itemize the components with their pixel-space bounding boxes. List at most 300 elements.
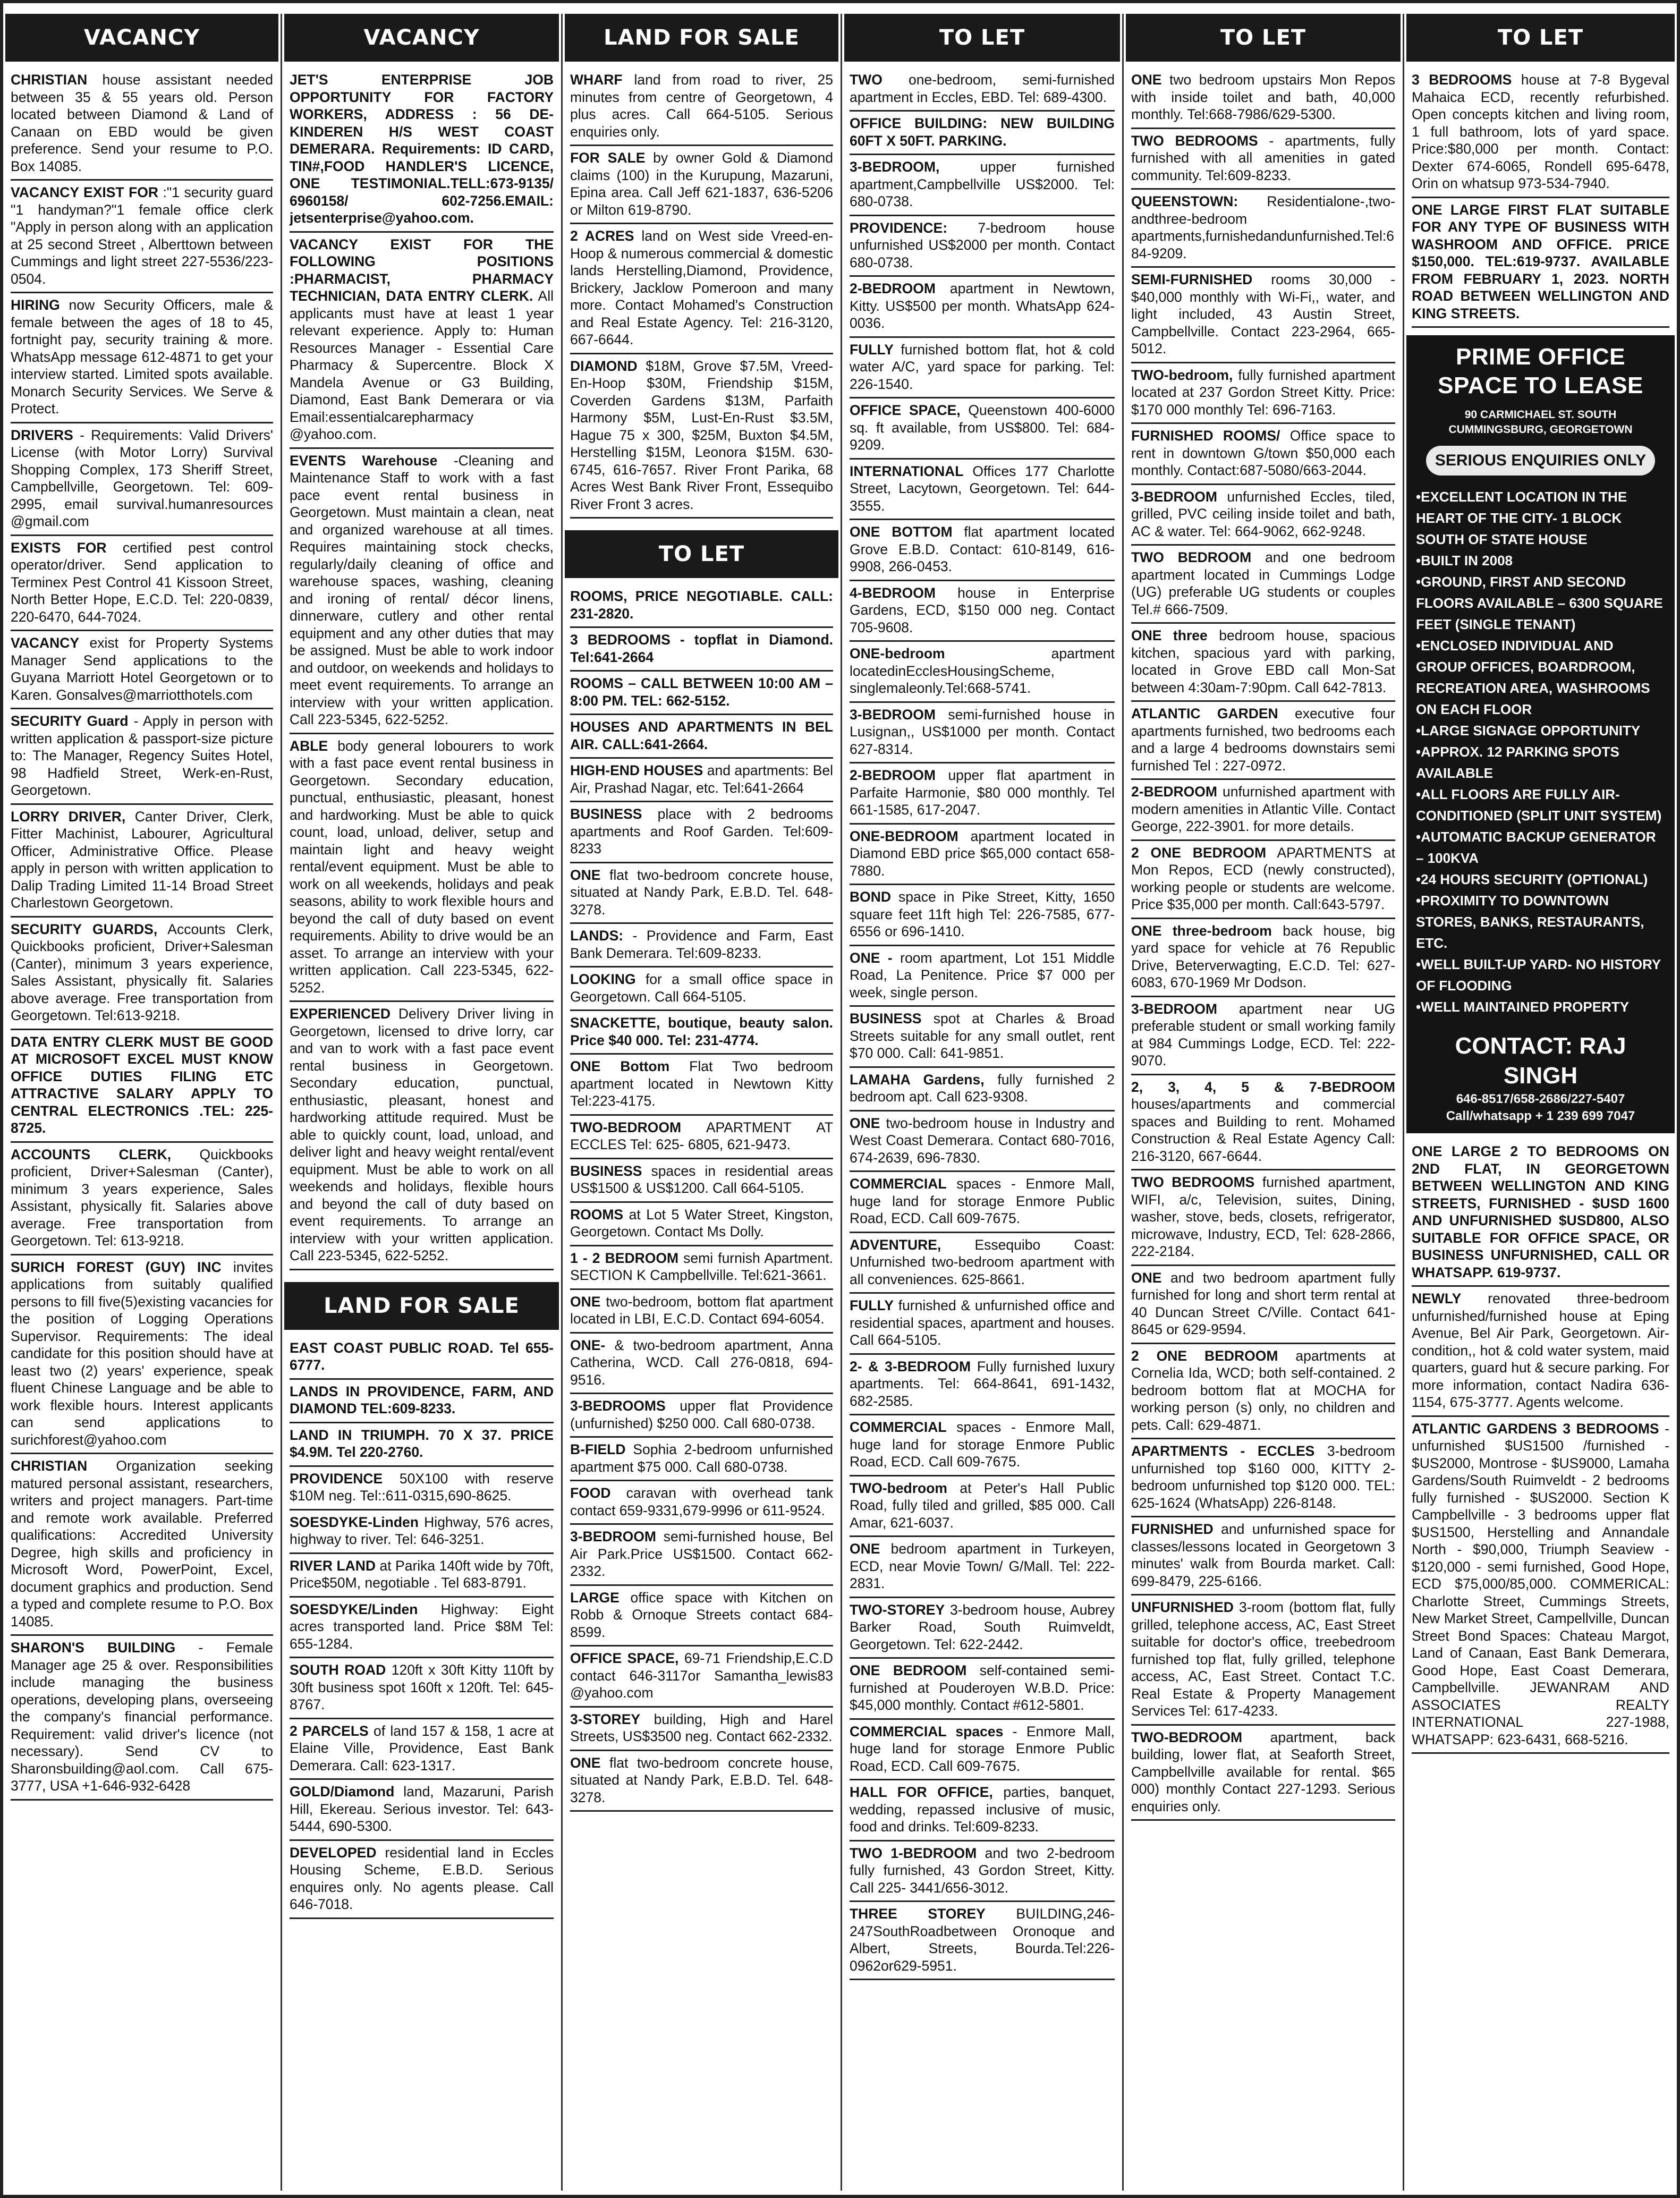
classified-ad (290, 1841, 554, 1919)
ad-lead: SECURITY Guard (11, 713, 129, 729)
ad-lead: PROVIDENCE: (850, 219, 948, 236)
ad-text: fully furnished 2 bedroom apt. Call 623-9308. (850, 1071, 1115, 1105)
ad-lead: 3-BEDROOM (570, 1529, 656, 1544)
classified-ad (11, 805, 273, 918)
ad-text: flat two-bedroom concrete house, situated at Nandy Park, E.B.D. Tel. 648-3278. (570, 1754, 833, 1805)
classified-ad (570, 354, 833, 519)
classified-ad (850, 1841, 1115, 1903)
ad-text: - Apply in person with written application & passport-size picture to: The Manager, Regency Suites Hotel, 98 Hadfield Street, Werk-en-Rust, Georgetown. (11, 713, 273, 798)
ad-lead: BOND (850, 889, 892, 905)
ad-text: and two 2-bedroom fully furnished, 43 Gordon Street, Kitty. Call 225- 3441/656-3012. (850, 1845, 1115, 1896)
ad-lead: HALL FOR OFFICE, (850, 1784, 993, 1800)
ad-lead: ROOMS – CALL BETWEEN 10:00 AM – 8:00 PM. TEL: 662-5152. (570, 675, 833, 709)
ad-text: building, High and Harel Streets, US$3500 neg. Contact 662-2332. (570, 1711, 833, 1744)
ad-lead: 3 BEDROOMS - topflat in Diamond. Tel:641-2664 (570, 632, 833, 665)
classified-ad (1412, 1140, 1669, 1287)
classified-ad (850, 703, 1115, 764)
ad-lead: NEWLY (1412, 1291, 1462, 1306)
feature-item: •ENCLOSED INDIVIDUAL AND GROUP OFFICES, BOARDROOM, RECREATION AREA, WASHROOMS ON EACH FLOOR (1416, 638, 1650, 717)
ad-text: fully furnished apartment located at 237 Gordon Street Kitty. Price: $170 000 monthly Tel: 696-7163. (1131, 367, 1395, 418)
ad-lead: 2-BEDROOM (1131, 784, 1217, 800)
classified-ad (570, 1334, 833, 1395)
classified-ad (570, 1481, 833, 1525)
ad-text: office space with Kitchen on Robb & Ornoque Streets contact 684-8599. (570, 1589, 833, 1640)
ad-lead: GOLD/Diamond (290, 1784, 395, 1800)
ad-text: upper flat apartment in Parfaite Harmonie, $80 000 monthly. Tel 661-1585, 617-2047. (850, 767, 1115, 818)
ad-text: self-contained semi-furnished at Pouderoyen W.B.D. Price: $45,000 monthly. Contact #612-5801. (850, 1662, 1115, 1713)
ad-lead: TWO-BEDROOM (1131, 1729, 1243, 1745)
ad-lead: ONE - (850, 949, 893, 966)
ad-text: Organization seeking matured personal assistant, researchers, writers and project managers. Part-time and remote work available. Preferred qualifications: Accredited University Degree, high skills and proficiency in Microsoft Word, PowerPoint, Excel, document graphics and production. Send a typed and complete resume to P.O. Box 14085. (11, 1458, 273, 1630)
ad-lead: SOESDYKE-Linden (290, 1514, 419, 1530)
ad-text: space in Pike Street, Kitty, 1650 square feet 11ft high Tel: 226-7585, 677-6556 or 696-1410. (850, 889, 1115, 939)
ad-text: - Enmore Mall, huge land for storage Enmore Public Road, ECD. Call 609-7675. (850, 1723, 1115, 1774)
ad-text: room apartment, Lot 151 Middle Road, La Penitence. Price $7 000 per week, single person. (850, 949, 1115, 1000)
classified-ad (570, 924, 833, 968)
ad-lead: WHARF (570, 72, 623, 88)
classified-ad (570, 863, 833, 924)
ad-text: rooms 30,000 - $40,000 monthly with Wi-Fi,, water, and light included, 43 Austin Street, Campbellville. Contact 223-2964, 665-5012. (1131, 271, 1395, 357)
ads-list (282, 68, 561, 1270)
classified-ad (290, 233, 554, 449)
ad-lead: ONE (850, 1115, 880, 1131)
ad-text: spaces - Enmore Mall, huge land for storage Enmore Public Road, ECD. Call 609-7675. (850, 1419, 1115, 1470)
ad-text: residential land in Eccles Housing Scheme, E.B.D. Serious enquires only. No agents please. Call 646-7018. (290, 1844, 554, 1912)
prime-office-ad (1406, 335, 1675, 1133)
classified-ad (1131, 485, 1395, 546)
ad-lead: ADVENTURE, (850, 1236, 941, 1253)
classified-ad (1131, 780, 1395, 841)
classified-ad (1412, 1417, 1669, 1754)
classified-ad (850, 1355, 1115, 1416)
classified-ad (570, 1394, 833, 1438)
classified-ad (290, 1336, 554, 1380)
ad-lead: HOUSES AND APARTMENTS IN BEL AIR. CALL:641-2664. (570, 719, 833, 752)
contact-name: CONTACT: RAJ SINGH (1455, 1033, 1626, 1089)
classified-ad (1131, 1170, 1395, 1266)
ad-lead: 2- & 3-BEDROOM (850, 1358, 971, 1374)
ad-text: certified pest control operator/driver. Send application to Terminex Pest Control 41 Kissoon Street, North Better Hope, E.C.D. Tel: 220-0839, 220-6470, 644-7024. (11, 539, 273, 625)
classified-ad (1131, 1266, 1395, 1344)
ad-lead: FURNISHED (1131, 1521, 1214, 1537)
classified-ad (11, 1454, 273, 1636)
ad-lead: ONE (570, 1293, 601, 1310)
ad-text: land, Mazaruni, Parish Hill, Ekereau. Serious investor. Tel: 643-5444, 690-5300. (290, 1784, 554, 1834)
ad-text: two-bedroom, bottom flat apartment located in LBI, E.C.D. Contact 694-6054. (570, 1293, 833, 1327)
ad-lead: TWO-bedroom, (1131, 367, 1233, 383)
classified-ad (11, 709, 273, 805)
classified-ad (570, 628, 833, 672)
ad-lead: ONE- (570, 1337, 606, 1353)
column-land-for-sale (563, 14, 841, 2191)
ad-lead: 3-BEDROOM (1131, 1000, 1217, 1017)
ad-text: apartments at Cornelia Ida, WCD; both self-contained. 2 bedroom bottom flat at MOCHA for working person (s) only, no children and pets. Call: 629-4871. (1131, 1347, 1396, 1433)
ad-lead: BUSINESS (850, 1011, 922, 1026)
classified-ad (850, 68, 1115, 112)
ad-lead: 3-BEDROOMS (570, 1398, 666, 1414)
classified-ad (570, 1586, 833, 1647)
ad-lead: 2 PARCELS (290, 1722, 369, 1739)
column-to-let-2 (1124, 14, 1403, 2191)
ad-lead: CHRISTIAN (11, 1458, 88, 1474)
section-header: VACANCY (5, 14, 278, 62)
ad-lead: EAST COAST PUBLIC ROAD. Tel 655-6777. (290, 1339, 554, 1373)
classified-ad (850, 277, 1115, 338)
ad-lead: UNFURNISHED (1131, 1599, 1234, 1615)
ad-lead: TWO-bedroom (850, 1480, 947, 1496)
ad-text: unfurnished apartment with modern amenities in Atlantic Ville. Contact George, 222-3901. for more details. (1131, 784, 1395, 834)
ad-lead: ONE (570, 867, 601, 883)
classified-ad (570, 1525, 833, 1586)
ad-text: and unfurnished space for classes/lessons located in Georgetown 3 minutes' walk from Bourda market. Call: 699-8479, 225-6166. (1131, 1521, 1395, 1589)
ad-lead: ONE three-bedroom (1131, 922, 1272, 939)
ad-text: caravan with overhead tank contact 659-9331,679-9996 or 611-9524. (570, 1485, 833, 1518)
classified-ad (290, 1380, 554, 1423)
ad-lead: 2 ONE BEDROOM (1131, 1347, 1278, 1364)
feature-item: •GROUND, FIRST AND SECOND FLOORS AVAILABLE – 6300 SQUARE FEET (SINGLE TENANT) (1416, 574, 1663, 632)
classified-ad (1131, 1726, 1395, 1821)
classified-ad (850, 946, 1115, 1007)
ad-lead: INTERNATIONAL (850, 463, 964, 479)
feature-item: •24 HOURS SECURITY (OPTIONAL) (1416, 871, 1648, 887)
ad-text: - apartments, fully furnished with all amenities in gated community. Tel:609-8233. (1131, 132, 1395, 183)
ad-text: two-bedroom house in Industry and West Coast Demerara. Contact 680-7016, 674-2639, 696-7830. (850, 1115, 1115, 1166)
classified-ad (850, 1233, 1115, 1294)
ad-lead: THREE STOREY (850, 1906, 986, 1922)
ad-text: - Requirements: Valid Drivers' License (with Motor Lorry) Survival Shopping Complex, 173 Sheriff Street, Campbellville, Georgetown. Tel: 609-2995, email survival.humanresources @gmail.com (11, 427, 273, 529)
ad-lead: LARGE (570, 1589, 620, 1606)
ad-lead: EXISTS FOR (11, 539, 107, 556)
ad-text: back house, big yard space for vehicle at 76 Republic Drive, Beterverwagting, E.C.D. Tel: 627-6083, 670-1969 Mr Dodson. (1131, 922, 1395, 990)
classified-ad (1131, 841, 1395, 919)
classified-ad (11, 181, 273, 293)
ad-text: Essequibo Coast: Unfurnished two-bedroom apartment with all conveniences. 625-8661. (850, 1236, 1115, 1287)
ad-text: Highway, 576 acres, highway to river. Tel: 646-3251. (290, 1514, 554, 1547)
classified-ad (11, 423, 273, 536)
ad-text: - unfurnished $US1500 /furnished - $US2000, Montrose - $US9000, Lamaha Gardens/South Ruimveldt - 2 bedrooms fully furnished - $US2000. Section K Campbellville - 3 bedrooms upper flat $US1500, Herstelling and Annandale North - $90,000, Triumph Seaview - $120,000 - semi furnished, Good Hope, ECD $75,000/85,000. COMMERICAL: Charlotte Street, Cummings Streets, New Market Street, Campellville, Duncan Street Bond Spaces: Chateau Margot, Land of Canaan, East Bank Demerara, Good Hope, East Coast Demerara, Campbellville. JEWANRAM AND ASSOCIATES REALTY INTERNATIONAL 227-1988, WHATSAPP: 623-6431, 668-5216. (1412, 1420, 1669, 1747)
ad-lead: OFFICE BUILDING: NEW BUILDING 60FT X 50FT. PARKING. (850, 115, 1115, 149)
ad-lead: ONE Bottom (570, 1058, 670, 1074)
classified-ad (850, 1476, 1115, 1538)
classified-ad (290, 1554, 554, 1598)
ad-lead: 3-BEDROOM (1131, 488, 1217, 505)
classified-ad (850, 642, 1115, 703)
classified-ad (850, 1537, 1115, 1598)
ad-text: and one bedroom apartment located in Cummings Lodge (UG) preferable UG students or couples Tel.# 666-7509. (1131, 549, 1396, 617)
ad-text: semi furnish Apartment. SECTION K Campbellville. Tel:621-3661. (570, 1250, 834, 1283)
ad-lead: SOUTH ROAD (290, 1662, 386, 1678)
classified-ad (290, 449, 554, 734)
ad-text: spot at Charles & Broad Streets suitable for any small outlet, rent $70 000. Call: 641-9851. (850, 1011, 1115, 1061)
ad-lead: SEMI-FURNISHED (1131, 271, 1253, 287)
column-vacancy-1 (3, 14, 281, 2191)
ad-text: house at 7-8 Bygeval Mahaica ECD, recently refurbished. Open concepts kitchen and living room, 1 full bathroom, lots of yard space. Price:$80,000 per month. Contact: Dexter 674-6065, Rondell 695-6478, Orin on whatsup 973-534-7940. (1412, 72, 1669, 191)
ad-text: unfurnished Eccles, tiled, grilled, PVC ceiling inside toilet and bath, AC & water. Tel: 664-9062, 662-9248. (1131, 488, 1395, 539)
ad-lead: 3-BEDROOM, (850, 159, 940, 175)
ad-lead: ABLE (290, 737, 328, 754)
ad-lead: BUSINESS (570, 806, 642, 822)
ad-text: flat apartment located Grove E.B.D. Contact: 610-8149, 616-9908, 266-0453. (850, 524, 1115, 574)
column-to-let-1 (842, 14, 1122, 2191)
ad-text: place with 2 bedrooms apartments and Roof Garden. Tel:609-8233 (570, 806, 833, 856)
ad-lead: TWO 1-BEDROOM (850, 1845, 977, 1861)
ad-text: 3-bedroom house, Aubrey Barker Road, South Ruimveldt, Georgetown. Tel: 622-2442. (850, 1601, 1115, 1652)
classified-ad (11, 1030, 273, 1143)
ad-text: furnished bottom flat, hot & cold water A/C, yard space for parking. Tel: 226-1540. (850, 341, 1115, 392)
ad-lead: HIRING (11, 297, 60, 313)
ad-lead: TWO BEDROOMS (1131, 132, 1258, 149)
ad-text: land on West side Vreed-en-Hoop & numerous commercial & domestic lands Herstelling,Diamond, Providence, Brickery, Jacklow Pomeroon and many more. Contact Mohamed's Construction and Real Estate Agency. Tel: 216-3120, 667-6644. (570, 228, 833, 347)
ad-lead: TWO (850, 72, 883, 88)
ad-text: semi-furnished house, Bel Air Park.Price US$1500. Contact 662-2332. (570, 1529, 833, 1579)
ad-lead: VACANCY EXIST FOR THE FOLLOWING POSITIONS :PHARMACIST, PHARMACY TECHNICIAN, DATA ENTRY CLERK. (290, 236, 554, 304)
contact-phones: 646-8517/658-2686/227-5407 (1456, 1092, 1625, 1106)
ad-lead: 2-BEDROOM (850, 767, 936, 783)
ad-text: 3-bedroom unfurnished top $160 000, KITTY 2-bedroom unfurnished top $120 000. TEL: 625-1624 (WhatsApp) 226-8148. (1131, 1443, 1395, 1511)
classified-ad (290, 1467, 554, 1510)
ad-text: for a small office space in Georgetown. Call 664-5105. (570, 971, 833, 1005)
ad-lead: TWO BEDROOMS (1131, 1174, 1255, 1190)
ad-text: one-bedroom, semi-furnished apartment in Eccles, EBD. Tel: 689-4300. (850, 72, 1115, 105)
ad-lead: EVENTS Warehouse (290, 452, 438, 469)
ad-lead: LANDS IN PROVIDENCE, FARM, AND DIAMOND TEL:609-8233. (290, 1383, 554, 1416)
classified-ad (570, 1438, 833, 1481)
ad-text: 7-bedroom house unfurnished US$2000 per month. Contact 680-0738. (850, 219, 1115, 270)
classified-ad (850, 398, 1115, 460)
classified-ad (850, 1111, 1115, 1173)
feature-item: •PROXIMITY TO DOWNTOWN STORES, BANKS, RESTAURANTS, ETC. (1416, 893, 1644, 951)
feature-item: •LARGE SIGNAGE OPPORTUNITY (1416, 723, 1641, 739)
classified-ad (11, 1636, 273, 1801)
classified-ad (570, 1203, 833, 1246)
ad-text: Highway: Eight acres transported land. Price $8M Tel: 655-1284. (290, 1601, 554, 1652)
ad-text: APARTMENT AT ECCLES Tel: 625- 6805, 621-9473. (570, 1119, 833, 1152)
ad-lead: TWO BEDROOM (1131, 549, 1252, 565)
ad-text: house assistant needed between 35 & 55 years old. Person located between Diamond & Land of Canaan on EBD would be given preference. Send your resume to P.O. Box 14085. (11, 72, 273, 174)
ad-text: of land 157 & 158, 1 acre at Elaine Ville, Providence, East Bank Demerara. Call: 623-1317. (290, 1722, 554, 1773)
feature-list (1416, 486, 1665, 1017)
ad-lead: OFFICE SPACE, (850, 402, 961, 418)
ad-text: apartment in Newtown, Kitty. US$500 per month. WhatsApp 624-0036. (850, 281, 1115, 331)
ad-lead: LOOKING (570, 971, 636, 987)
classified-ad (570, 715, 833, 759)
ad-text: furnished & unfurnished office and residential spaces, apartment and houses. Call 664-5105. (850, 1297, 1115, 1348)
classified-ad (570, 759, 833, 802)
classified-ad (570, 584, 833, 628)
ad-text: two bedroom upstairs Mon Repos with inside toilet and bath, 40,000 monthly. Tel:668-7986/629-5300. (1131, 72, 1395, 122)
classified-ad (290, 1510, 554, 1554)
ad-text: exist for Property Systems Manager Send applications to the Guyana Marriott Hotel Georgetown or to Karen. Gonsalves@marriotthotels.com (11, 635, 273, 703)
ad-text: and apartments: Bel Air, Prashad Nagar, etc. Tel:641-2664 (570, 762, 833, 796)
ad-text: land from road to river, 25 minutes from centre of Georgetown, 4 plus acres. Call 664-5105. Serious enquiries only. (570, 72, 833, 140)
ad-lead: ONE BEDROOM (850, 1662, 967, 1678)
ad-lead: B-FIELD (570, 1441, 626, 1457)
ad-lead: LORRY DRIVER, (11, 808, 126, 825)
ad-text: Queenstown 400-6000 sq. ft available, from US$800. Tel: 684-9209. (850, 402, 1115, 453)
classified-ad (290, 1780, 554, 1841)
ad-lead: FOOD (570, 1485, 611, 1501)
ad-text: body general lobourers to work with a fast pace event rental business in Georgetown. Secondary education, punctual, enthusiastic, pleasant, honest and hardworking. Must be able to quick count, load, unload, deliver, setup and maintain light and heavy weight rental/event equipment. Must be able to work on all weekends, holidays and peak seasons, ability to work flexible hours and beyond the call of duty based on event requirements. Ability to drive would be an asset. To arrange an interview with your written application. Call 223-5345, 622-5252. (290, 737, 554, 996)
classified-ad (570, 968, 833, 1011)
ad-lead: VACANCY EXIST FOR (11, 184, 159, 200)
classified-ad (570, 1290, 833, 1334)
ad-lead: TWO-STOREY (850, 1601, 945, 1618)
ad-text: 50X100 with reserve $10M neg. Tel::611-0315,690-8625. (290, 1470, 554, 1504)
ad-text: Fully furnished luxury apartments. Tel: 664-8641, 691-1432, 682-2585. (850, 1358, 1115, 1409)
ad-lead: EXPERIENCED (290, 1006, 391, 1022)
classified-ad (1131, 1439, 1395, 1517)
ad-text: $18M, Grove $7.5M, Vreed-En-Hoop $30M, Friendship $15M, Coverden Gardens $13M, Parfaith Harmony $5M, Lust-En-Rust $3.5M, Hague 75 x 300, $25M, Buxton $4.5M, Herstelling $15M, Leonora $15M. 630-6745, 616-7657. River Front Parika, 68 Acres West Bank River Front, Essequibo River Front 3 acres. (570, 358, 833, 512)
contact-whatsapp: Call/whatsapp + 1 239 699 7047 (1446, 1109, 1635, 1123)
ad-lead: ONE-bedroom (850, 646, 945, 661)
column-to-let-3 (1404, 14, 1677, 2191)
ad-lead: RIVER LAND (290, 1557, 376, 1574)
classified-ad (570, 802, 833, 863)
ad-text: 3-room (bottom flat, fully grilled, telephone access, AC, East Street suitable for doctor's office, treebedroom furnished top flat, fully grilled, telephone access, AC, East Street. Contact T.C. Real Estate & Property Management Services Tel: 617-4233. (1131, 1599, 1395, 1719)
ad-lead: COMMERCIAL (850, 1176, 947, 1192)
ad-text: semi-furnished house in Lusignan,, US$1000 per month. Contact 627-8314. (850, 706, 1115, 757)
ad-lead: APARTMENTS - ECCLES (1131, 1443, 1315, 1459)
classified-ad (570, 1159, 833, 1203)
ad-text: at Parika 140ft wide by 70ft, Price$50M, negotiable . Tel 683-8791. (290, 1557, 554, 1591)
classified-ad (850, 112, 1115, 155)
classified-ad (11, 631, 273, 709)
section-header: VACANCY (284, 14, 559, 62)
ads-list (563, 584, 841, 1812)
ad-lead: 2 ACRES (570, 228, 634, 244)
classified-ad (850, 1659, 1115, 1720)
classified-ad (850, 1068, 1115, 1111)
classified-ad (850, 338, 1115, 399)
ad-text: now Security Officers, male & female between the ages of 18 to 45, fortnight pay, security training & more. WhatsApp message 612-4871 to get your interview started. Limited spots available. Monarch Security Services. We Serve & Protect. (11, 297, 273, 417)
ad-text: Delivery Driver living in Georgetown, licensed to drive lorry, car and van to work with a fast pace event rental business in Georgetown. Secondary education, punctual, enthusiastic, pleasant, honest and hardworking attitude required. Must be able to quickly count, load, unload, and deliver light and heavy weight rental/event equipment. Must be able to work on all weekends and holidays, flexible hours and beyond the call of duty based on event requirements. To arrange an interview with your written application. Call 223-5345, 622-5252. (290, 1006, 554, 1263)
ad-text: house in Enterprise Gardens, ECD, $150 000 neg. Contact 705-9608. (850, 584, 1115, 635)
ad-lead: DIAMOND (570, 358, 638, 374)
section-header: LAND FOR SALE (565, 14, 838, 62)
ad-text: renovated three-bedroom unfurnished/furnished house at Eping Avenue, Bel Air Park, Georgetown. Air-condition,, hot & cold water system, maid quarters, guard hut & secure parking. For more information, contact Nadira 636-1154, 675-3777. Agents welcome. (1412, 1291, 1669, 1410)
classified-ad (1131, 1344, 1395, 1440)
ad-lead: ONE (1131, 1269, 1162, 1286)
classified-ad (1412, 1287, 1669, 1417)
classified-ad (1131, 702, 1395, 780)
ad-text: apartment, back building, lower flat, at Seaforth Street, Campbellville available for rental. $65 000) monthly Contact 227-1293. Serious enquiries only. (1131, 1729, 1395, 1814)
classified-ad (850, 1902, 1115, 1980)
ads-list (563, 68, 841, 519)
ad-text: apartment near UG preferable student or small working family at 984 Cummings Lodge, ECD. Tel: 222-9070. (1131, 1000, 1395, 1068)
classified-ad (850, 1598, 1115, 1659)
ad-text: spaces - Enmore Mall, huge land for storage Enmore Public Road, ECD. Call 609-7675. (850, 1176, 1115, 1226)
ad-lead: ACCOUNTS CLERK, (11, 1146, 172, 1162)
ad-lead: DRIVERS (11, 427, 73, 443)
classified-ad (570, 1708, 833, 1751)
ad-lead: LAND IN TRIUMPH. 70 X 37. PRICE $4.9M. Tel 220-2760. (290, 1427, 554, 1460)
section-header: TO LET (1126, 14, 1401, 62)
feature-item: •WELL BUILT-UP YARD- NO HISTORY OF FLOODING (1416, 956, 1661, 994)
ad-text: :"1 security guard "1 handyman?"1 female office clerk "Apply in person along with an application at 25 second Street , Alberttown between Cummings and light street 227-5536/223-0504. (11, 184, 273, 287)
ad-text: Offices 177 Charlotte Street, Lacytown, Georgetown. Tel: 644-3555. (850, 463, 1115, 514)
ad-lead: OFFICE SPACE, (570, 1650, 679, 1666)
classified-ad (850, 885, 1115, 946)
classified-ad (570, 1116, 833, 1159)
section-header: TO LET (844, 14, 1120, 62)
ad-lead: SNACKETTE, boutique, beauty salon. Price $40 000. Tel: 231-4774. (570, 1015, 833, 1048)
classified-ad (570, 146, 833, 224)
section-header: TO LET (565, 530, 838, 578)
section-header: LAND FOR SALE (284, 1282, 559, 1330)
ad-lead: VACANCY (11, 635, 80, 651)
ad-text: apartment located in Diamond EBD price $65,000 contact 658-7880. (850, 828, 1115, 879)
ad-lead: 1 - 2 BEDROOM (570, 1250, 679, 1266)
ad-text: apartment locatedinEcclesHousingScheme, singlemaleonly.Tel:668-5741. (850, 646, 1115, 696)
ad-text: upper furnished apartment,Campbellville US$2000. Tel: 680-0738. (850, 159, 1115, 209)
ad-text: executive four apartments furnished, two bedrooms each and a large 4 bedrooms downstairs semi furnished Tel : 227-0972. (1131, 706, 1395, 774)
serious-enquiries-badge: SERIOUS ENQUIRIES ONLY (1426, 446, 1655, 476)
ad-lead: 3-STOREY (570, 1711, 641, 1727)
ad-text: -Cleaning and Maintenance Staff to work with a fast pace event rental business in Georgetown. Must maintain a clean, neat and organized warehouse at all times. Requires maintaining stock checks, regularly/daily cleaning of office and warehouse spaces, washing, cleaning and ironing of rental/ décor linens, dinnerware, cutlery and other rental equipment and any other duties that may be assigned. Must be able to work indoor and outdoor, on weekends and holidays to meet event requirements. To arrange an interview with your written application. Call 223-5345, 622-5252. (290, 452, 554, 727)
classified-ad (290, 1002, 554, 1270)
classified-ad (850, 825, 1115, 886)
classified-ad (11, 1255, 273, 1455)
classified-ad (570, 1011, 833, 1055)
ad-lead: SECURITY GUARDS, (11, 921, 158, 937)
classified-ad (1131, 1075, 1395, 1171)
ad-text: invites applications from suitably qualified persons to fill five(5)existing vacancies for the position of Logging Operations Supervisor. Requirements: The ideal candidate for this position should have at least two (2) years' experience, speak fluent Chinese Language and be able to work flexible hours. Interest applicants can send applications to surichforest@yahoo.com (11, 1259, 273, 1448)
ads-list (3, 68, 281, 1801)
column-vacancy-2 (282, 14, 561, 2191)
ad-lead: LANDS: (570, 928, 624, 944)
classified-ad (850, 763, 1115, 825)
ads-list (1124, 68, 1403, 1821)
ad-lead: 2, 3, 4, 5 & 7-BEDROOM (1131, 1079, 1395, 1095)
ads-list (842, 68, 1122, 1980)
ad-text: houses/apartments and commercial spaces and Building to rent. Mohamed Construction & Real Estate Agency Call: 216-3120, 667-6644. (1131, 1096, 1395, 1164)
ad-text: at Peter's Hall Public Road, fully tiled and grilled, $85 000. Call Amar, 621-6037. (850, 1480, 1115, 1531)
classified-ad (1131, 363, 1395, 425)
ad-text: - Providence and Farm, East Bank Demerara. Tel:609-8233. (570, 928, 833, 961)
ad-lead: ATLANTIC GARDENS 3 BEDROOMS (1412, 1420, 1659, 1437)
classified-ad (570, 1647, 833, 1708)
classified-ad (570, 672, 833, 715)
classified-ad (850, 1415, 1115, 1476)
ad-lead: ROOMS, PRICE NEGOTIABLE. CALL: 231-2820. (570, 588, 833, 622)
ad-lead: FURNISHED ROOMS/ (1131, 428, 1280, 444)
ad-lead: SHARON'S BUILDING (11, 1640, 176, 1656)
ad-lead: FULLY (850, 341, 894, 358)
ad-lead: ONE (850, 1541, 880, 1557)
ad-text: Sophia 2-bedroom unfurnished apartment $75 000. Call 680-0738. (570, 1441, 833, 1475)
classified-ad (290, 68, 554, 233)
ad-text: bedroom house, spacious kitchen, spacious yard with parking, located in Grove EBD call Mon-Sat between 4:30am-7:90pm. Call 642-7813. (1131, 627, 1395, 695)
ad-lead: ONE (1131, 72, 1162, 88)
feature-item: •APPROX. 12 PARKING SPOTS AVAILABLE (1416, 744, 1619, 781)
classified-ad (11, 1143, 273, 1255)
classified-ad (1131, 129, 1395, 190)
section-header: TO LET (1406, 14, 1675, 62)
classified-ad (570, 1246, 833, 1290)
classified-ad (290, 1598, 554, 1659)
classified-ad (1131, 1517, 1395, 1596)
ad-lead: CHRISTIAN (11, 72, 88, 88)
feature-item: •EXCELLENT LOCATION IN THE HEART OF THE CITY- 1 BLOCK SOUTH OF STATE HOUSE (1416, 489, 1627, 547)
ad-text: parties, banquet, wedding, repassed inclusive of music, food and drinks. Tel:609-8233. (850, 1784, 1115, 1835)
ad-lead: 4-BEDROOM (850, 584, 936, 601)
prime-title: PRIME OFFICE SPACE TO LEASE (1438, 344, 1643, 398)
feature-item: •BUILT IN 2008 (1416, 553, 1513, 568)
ad-text: 69-71 Friendship,E.C.D contact 646-3117or Samantha_lewis83 @yahoo.com (570, 1650, 833, 1701)
ad-lead: BUSINESS (570, 1162, 642, 1179)
classified-ad (290, 1719, 554, 1780)
prime-address: 90 CARMICHAEL ST. SOUTH CUMMINGSBURG, GEORGETOWN (1448, 409, 1633, 436)
